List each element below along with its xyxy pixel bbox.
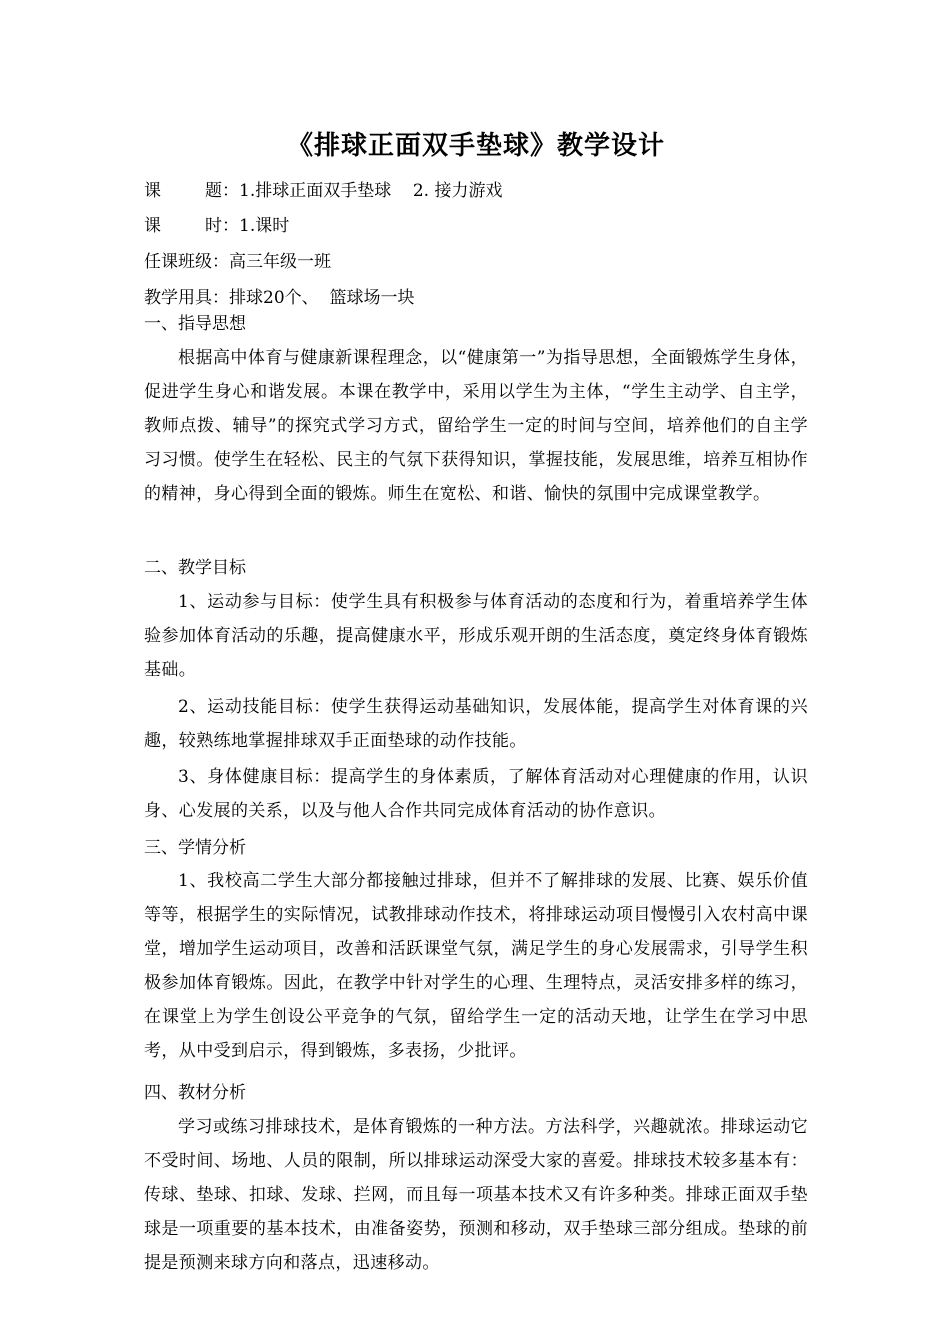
paragraph-material-analysis: 学习或练习排球技术，是体育锻炼的一种方法。方法科学，兴趣就浓。排球运动它不受时间、场地、人员的限制，所以排球运动深受大家的喜爱。排球技术较多基本有：传球、垫球、扣球、发球、拦网，而且每一项基本技术又有许多种类。排球正面双手垫球是一项重要的基本技术，由准备姿势，预测和移动，双手垫球三部分组成。垫球的前提是预测来球方向和落点，迅速移动。 [144,1117,808,1273]
meta-hours-label-a: 课 [144,216,161,236]
document-title: 《排球正面双手垫球》教学设计 [286,131,665,161]
meta-hours-value: 1.课时 [239,216,290,236]
meta-class [144,250,331,274]
paragraph-goal-health: 3、身体健康目标：提高学生的身体素质，了解体育活动对心理健康的作用，认识身、心发展的关系，以及与他人合作共同完成体育活动的协作意识。 [144,767,808,821]
meta-tools-value: 排球20个、 篮球场一块 [229,288,415,308]
meta-hours [144,214,289,238]
meta-topic-label-b: 题： [205,181,239,201]
meta-topic-value: 1.排球正面双手垫球 2. 接力游戏 [239,181,503,201]
meta-tools-label: 教学用具： [144,288,229,308]
section-heading-student-analysis: 三、学情分析 [144,838,246,858]
paragraph-goal-skill: 2、运动技能目标：使学生获得运动基础知识，发展体能，提高学生对体育课的兴趣，较熟练地掌握排球双手正面垫球的动作技能。 [144,697,808,751]
meta-tools [144,286,414,310]
meta-class-label: 任课班级： [144,252,229,272]
paragraph-student-analysis: 1、我校高二学生大部分都接触过排球，但并不了解排球的发展、比赛、娱乐价值等等，根据学生的实际情况，试教排球动作技术，将排球运动项目慢慢引入农村高中课堂，增加学生运动项目，改善和活跃课堂气氛，满足学生的身心发展需求，引导学生积极参加体育锻炼。因此，在教学中针对学生的心理、生理特点，灵活安排多样的练习，在课堂上为学生创设公平竞争的气氛，留给学生一定的活动天地，让学生在学习中思考，从中受到启示，得到锻炼，多表扬，少批评。 [144,871,808,1061]
section-heading-teaching-goals: 二、教学目标 [144,558,246,578]
paragraph-goal-participation: 1、运动参与目标：使学生具有积极参与体育活动的态度和行为，着重培养学生体验参加体育活动的乐趣，提高健康水平，形成乐观开朗的生活态度，奠定终身体育锻炼基础。 [144,592,808,680]
section-heading-material-analysis: 四、教材分析 [144,1083,246,1103]
meta-hours-label-b: 时： [205,216,239,236]
section-heading-guiding-thought: 一、指导思想 [144,314,246,334]
paragraph-guiding-thought: 根据高中体育与健康新课程理念，以“健康第一”为指导思想，全面锻炼学生身体，促进学生身心和谐发展。本课在教学中，采用以学生为主体，“学生主动学、自主学，教师点拨、辅导”的探究式学习方式，留给学生一定的时间与空间，培养他们的自主学习习惯。使学生在轻松、民主的气氛下获得知识，掌握技能，发展思维，培养互相协作的精神，身心得到全面的锻炼。师生在宽松、和谐、愉快的氛围中完成课堂教学。 [144,348,808,504]
meta-topic-label-a: 课 [144,181,161,201]
meta-topic [144,179,502,203]
meta-class-value: 高三年级一班 [229,252,331,272]
